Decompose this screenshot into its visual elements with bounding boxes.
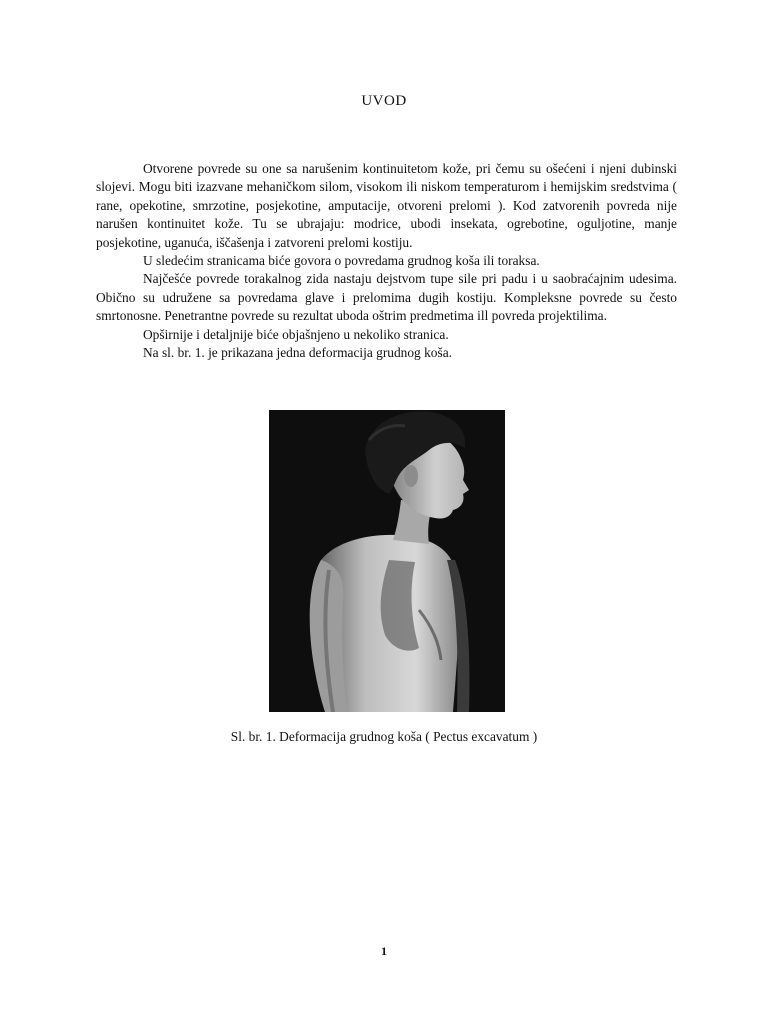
paragraph-thoracic-wall: Najčešće povrede torakalnog zida nastaju dejstvom tupe sile pri padu i u saobraćajnim udesima. Obično su udružene sa povredama glave i prelomima dugih kostiju. Kompleksne povrede su često smrtonosne. Penetrantne povrede su rezultat uboda oštrim predmetima ill povreda projektilima.: [96, 271, 677, 324]
figure-photo: [269, 410, 505, 712]
pectus-excavatum-photo-icon: [269, 410, 505, 712]
paragraph-chest-intro: U sledećim stranicama biće govora o povredama grudnog koša ili toraksa.: [143, 253, 540, 269]
page-title: UVOD: [361, 93, 407, 109]
figure-caption: Sl. br. 1. Deformacija grudnog koša ( Pectus excavatum ): [230, 729, 538, 744]
paragraph-more-detail: Opširnije i detaljnije biće objašnjeno u nekoliko stranica.: [143, 326, 449, 342]
paragraph-figure-reference: Na sl. br. 1. je prikazana jedna deformacija grudnog koša.: [143, 345, 452, 361]
page-number: 1: [381, 944, 387, 958]
body-text: [96, 160, 677, 362]
paragraph-open-injuries: Otvorene povrede su one sa narušenim kontinuitetom kože, pri čemu su ošećeni i njeni dubinski slojevi. Mogu biti izazvane mehaničkom silom, visokom ili niskom temperaturom i hemijskim sredstvima ( rane, opekotine, smrzotine, posjekotine, amputacije, otvoreni prelomi ). Kod zatvorenih povreda nije narušen kontinuitet kože. Tu se ubrajaju: modrice, ubodi insekata, ogrebotine, oguljotine, manje posjekotine, uganuća, iščašenja i zatvoreni prelomi kostiju.: [96, 161, 677, 250]
